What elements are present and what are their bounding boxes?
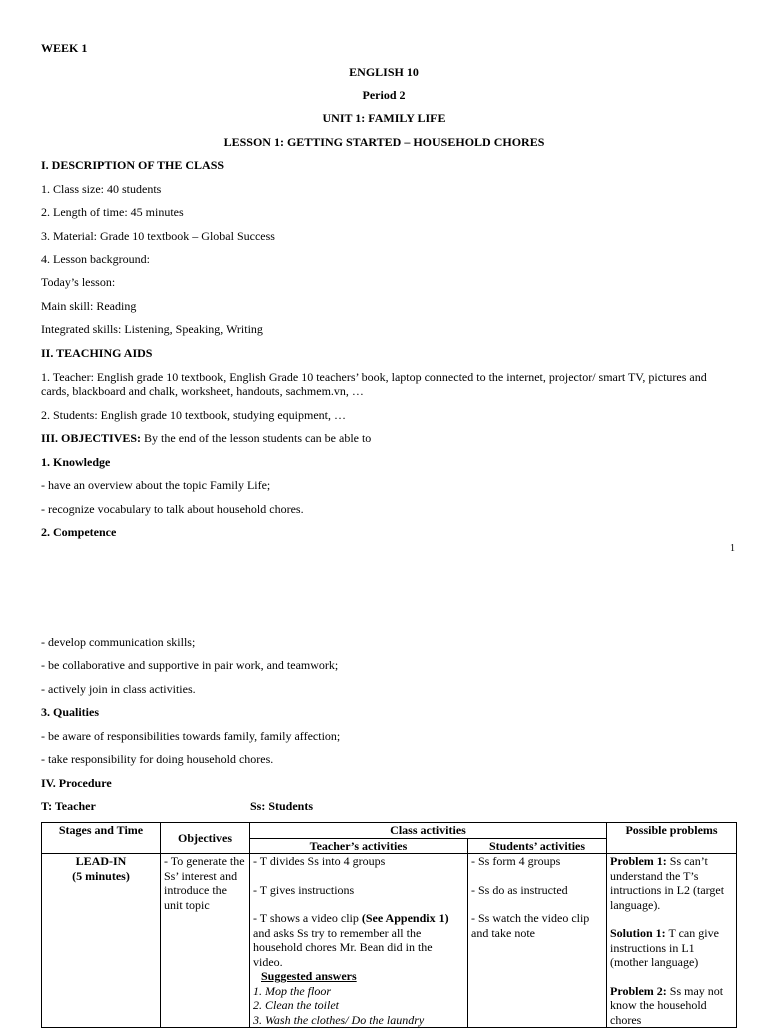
problem-text: Ss may not know the household chores [610,983,724,1027]
teacher-activity: - T divides Ss into 4 groups [253,854,386,868]
students-activities-cell [468,854,607,1028]
teaching-aids-teacher: 1. Teacher: English grade 10 textbook, English Grade 10 teachers’ book, laptop connected to the internet, projector/ smart TV, pictures and cards, blackboard and chalk, worksheet, handouts, sachmem.vn, … [41,370,707,398]
header-possible-problems: Possible problems [607,823,737,854]
competence-item: - be collaborative and supportive in pair work, and teamwork; [41,658,339,672]
todays-lesson: Today’s lesson: [41,275,116,289]
page-number: 1 [730,543,735,554]
knowledge-heading: 1. Knowledge [41,455,111,469]
material: 3. Material: Grade 10 textbook – Global Success [41,229,275,243]
qualities-item: - take responsibility for doing household chores. [41,752,274,766]
unit-title: UNIT 1: FAMILY LIFE [322,111,446,125]
objective-cell: - To generate the Ss’ interest and introduce the unit topic [161,854,250,1028]
stage-name: LEAD-IN [75,854,127,868]
problem-label: Problem 1: [610,854,667,868]
main-skill: Main skill: Reading [41,299,137,313]
stage-cell [42,854,161,1028]
solution-1 [610,926,733,970]
teacher-abbreviation: T: Teacher [41,799,96,813]
qualities-heading: 3. Qualities [41,705,100,719]
qualities-item: - be aware of responsibilities towards family, family affection; [41,729,341,743]
solution-label: Solution 1: [610,926,666,940]
student-activity: - Ss do as instructed [471,882,568,897]
procedure-heading: IV. Procedure [41,776,112,790]
knowledge-item: - recognize vocabulary to talk about household chores. [41,502,304,516]
header-objectives: Objectives [161,823,250,854]
teacher-activity: - T gives instructions [253,882,355,897]
teaching-aids-students: 2. Students: English grade 10 textbook, studying equipment, … [41,408,346,422]
period-title: Period 2 [362,88,406,102]
competence-item: - actively join in class activities. [41,682,196,696]
stage-time: (5 minutes) [72,868,130,883]
problem-label: Problem 2: [610,983,667,998]
header-class-activities: Class activities [250,823,607,839]
competence-item: - develop communication skills; [41,635,196,649]
appendix-reference: (See Appendix 1) [361,911,449,925]
subject-title: ENGLISH 10 [349,65,419,79]
header-students-activities: Students’ activities [468,838,607,854]
suggested-answer: 1. Mop the floor [253,983,331,998]
header-teacher-activities: Teacher’s activities [250,838,468,854]
week-label: WEEK 1 [41,41,88,55]
objectives-intro: By the end of the lesson students can be able to [141,431,372,445]
knowledge-item: - have an overview about the topic Family Life; [41,478,271,492]
teacher-activity [253,911,464,969]
suggested-answers-heading: Suggested answers [261,969,357,983]
problem-text: Ss can’t understand the T’s intructions in L2 (target language). [610,854,725,912]
problem-1 [610,854,733,912]
lesson-background: 4. Lesson background: [41,252,150,266]
integrated-skills: Integrated skills: Listening, Speaking, Writing [41,322,263,336]
description-heading: I. DESCRIPTION OF THE CLASS [41,158,225,172]
teaching-aids-heading: II. TEACHING AIDS [41,346,153,360]
competence-heading: 2. Competence [41,525,117,539]
teacher-activity-text: - T shows a video clip [253,911,362,925]
suggested-answer: 3. Wash the clothes/ Do the laundry [253,1012,425,1027]
problem-2 [610,984,733,1028]
lesson-title: LESSON 1: GETTING STARTED – HOUSEHOLD CHORES [223,135,545,149]
procedure-table [41,822,737,1028]
class-size: 1. Class size: 40 students [41,182,162,196]
table-row [42,854,737,1028]
suggested-answer: 2. Clean the toilet [253,998,339,1012]
teacher-activities-cell [250,854,468,1028]
possible-problems-cell [607,854,737,1028]
header-stages: Stages and Time [42,823,161,854]
length-of-time: 2. Length of time: 45 minutes [41,205,184,219]
student-activity: - Ss form 4 groups [471,854,561,868]
objectives-line [41,431,371,445]
teacher-activity-text: and asks Ss try to remember all the household chores Mr. Bean did in the video. [253,925,433,969]
student-activity: - Ss watch the video clip and take note [471,911,590,940]
students-abbreviation: Ss: Students [250,799,314,813]
objectives-heading: III. OBJECTIVES: [41,431,142,445]
solution-text: T can give instructions in L1 (mother language) [610,926,719,969]
